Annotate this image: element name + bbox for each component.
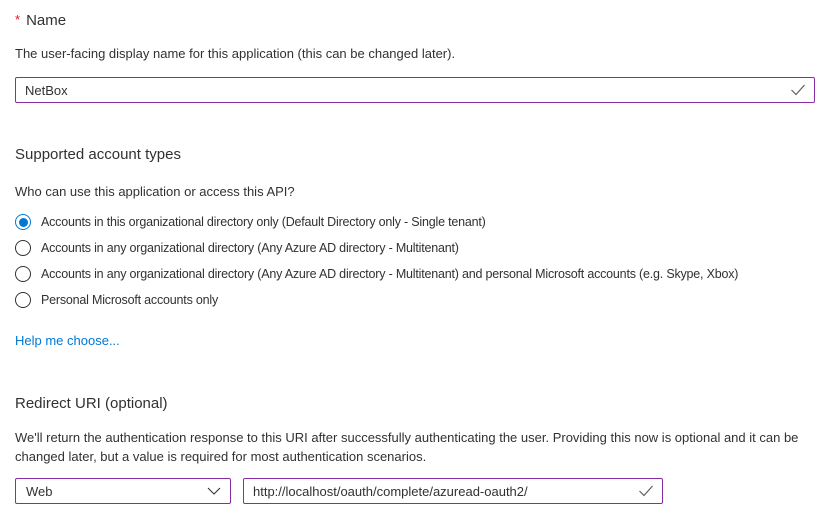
redirect-uri-input-container [243,478,663,504]
radio-button[interactable] [15,266,31,282]
radio-option-multitenant[interactable] [15,235,815,261]
name-section [15,11,815,103]
radio-option-multitenant-personal[interactable] [15,261,815,287]
checkmark-icon [638,485,654,498]
checkmark-icon [790,84,806,97]
radio-option-single-tenant[interactable] [15,209,815,235]
radio-option-label: Personal Microsoft accounts only [41,293,219,307]
chevron-down-icon [207,487,221,495]
redirect-uri-description: We'll return the authentication response to this URI after successfully authenticating the user. Providing this now is optional and it can be changed later, but a value is required for most authentication scenarios. [15,430,799,464]
redirect-uri-section [15,394,815,504]
radio-option-label: Accounts in any organizational directory (Any Azure AD directory - Multitenant) and personal Microsoft accounts (e.g. Skype, Xbox) [41,267,739,281]
radio-button[interactable] [15,292,31,308]
platform-select[interactable] [15,478,231,504]
supported-account-types-heading: Supported account types [15,146,181,163]
account-type-radio-group [15,209,815,313]
name-section-title [15,11,815,31]
redirect-uri-heading: Redirect URI (optional) [15,395,168,412]
radio-button-selected[interactable] [15,214,31,230]
redirect-uri-row [15,478,815,504]
radio-option-label: Accounts in this organizational directory only (Default Directory only - Single tenant) [41,215,486,229]
name-input-container [15,77,815,103]
help-me-choose-link[interactable]: Help me choose... [15,333,120,348]
name-description: The user-facing display name for this application (this can be changed later). [15,46,456,61]
radio-button[interactable] [15,240,31,256]
supported-account-types-section [15,145,815,350]
name-input[interactable] [16,78,814,102]
name-section-heading: Name [26,12,67,29]
radio-option-personal-only[interactable] [15,287,815,313]
account-types-question: Who can use this application or access this API? [15,184,295,199]
radio-option-label: Accounts in any organizational directory (Any Azure AD directory - Multitenant) [41,241,459,255]
platform-select-value: Web [26,483,53,499]
redirect-uri-input[interactable] [244,479,662,503]
required-asterisk: * [15,12,21,27]
